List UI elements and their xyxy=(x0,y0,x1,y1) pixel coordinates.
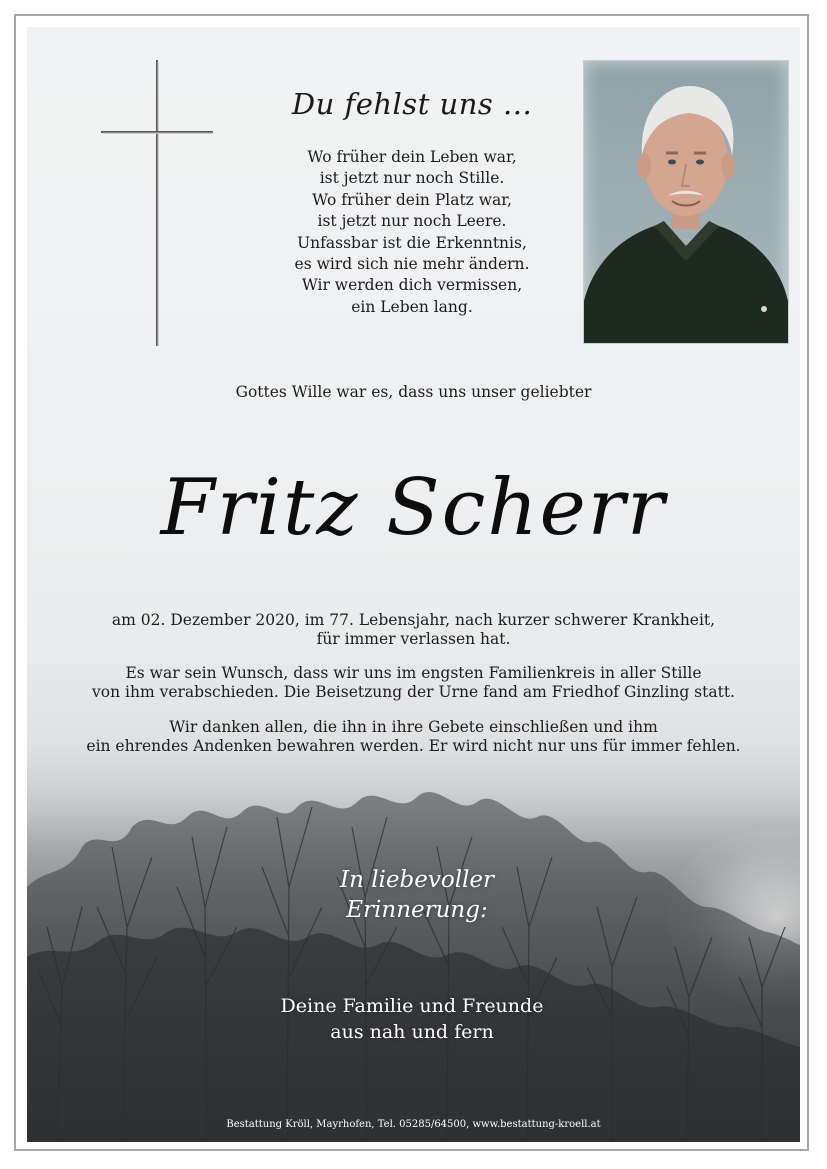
signature-line: Deine Familie und Freunde xyxy=(280,995,544,1017)
portrait-photo xyxy=(583,60,789,344)
poem-text xyxy=(227,147,597,318)
death-notice-paragraph xyxy=(27,611,800,649)
paragraph-line: von ihm verabschieden. Die Beisetzung der Urne fand am Friedhof Ginzling statt. xyxy=(92,683,735,701)
poem-line: es wird sich nie mehr ändern. xyxy=(294,255,530,274)
poem-line: ist jetzt nur noch Leere. xyxy=(317,212,507,231)
paragraph-line: am 02. Dezember 2020, im 77. Lebensjahr, nach kurzer schwerer Krankheit, xyxy=(111,611,716,629)
thanks-paragraph xyxy=(27,718,800,756)
paragraph-line: Wir danken allen, die ihn in ihre Gebete einschließen und ihm xyxy=(169,718,658,736)
poem-line: Wo früher dein Leben war, xyxy=(307,148,517,166)
poem-line: ist jetzt nur noch Stille. xyxy=(319,169,505,188)
cross-icon xyxy=(101,60,213,346)
family-signature xyxy=(187,993,637,1045)
poem-line: Unfassbar ist die Erkenntnis, xyxy=(297,233,527,252)
paragraph-line: ein ehrendes Andenken bewahren werden. Er wird nicht nur uns für immer fehlen. xyxy=(86,737,741,755)
obituary-card xyxy=(27,27,800,1142)
poem-title: Du fehlst uns ... xyxy=(291,87,533,121)
paragraph-line: Es war sein Wunsch, dass wir uns im engsten Familienkreis in aller Stille xyxy=(125,664,702,682)
funeral-info-paragraph xyxy=(27,664,800,702)
memory-line: In liebevoller xyxy=(339,867,495,893)
signature-line: aus nah und fern xyxy=(330,1021,494,1043)
memory-line: Erinnerung: xyxy=(346,897,488,923)
poem-line: Wir werden dich vermissen, xyxy=(301,276,523,295)
intro-text: Gottes Wille war es, dass uns unser geliebter xyxy=(235,383,592,401)
poem-line: ein Leben lang. xyxy=(351,297,473,316)
memory-phrase xyxy=(267,865,567,925)
funeral-home-footer: Bestattung Kröll, Mayrhofen, Tel. 05285/64500, www.bestattung-kroell.at xyxy=(226,1119,601,1130)
paragraph-line: für immer verlassen hat. xyxy=(316,630,511,648)
poem-line: Wo früher dein Platz war, xyxy=(312,190,512,209)
deceased-name: Fritz Scherr xyxy=(160,463,667,553)
